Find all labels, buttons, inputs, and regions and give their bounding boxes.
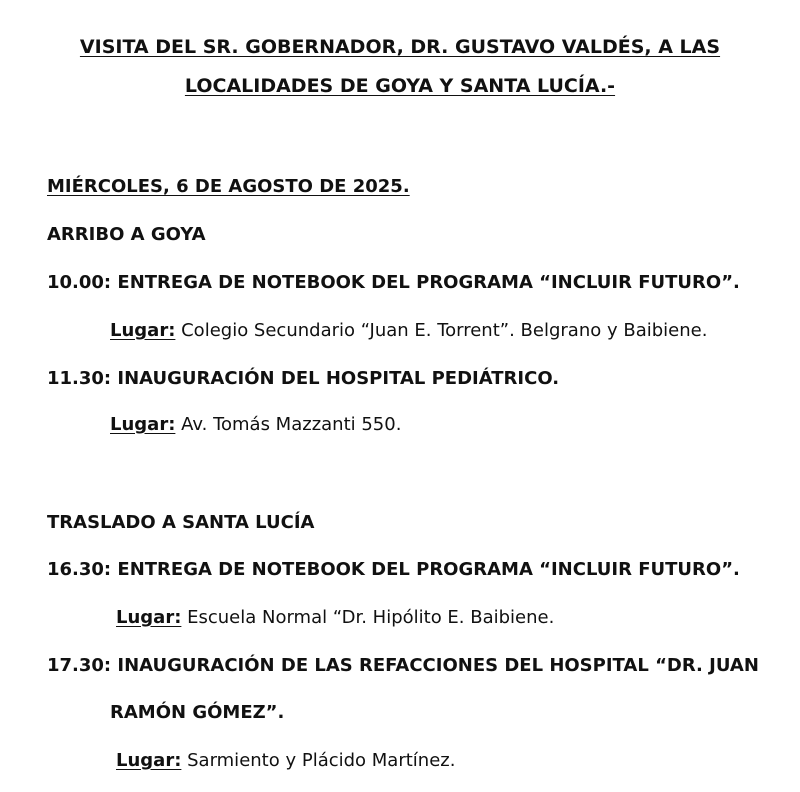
event-item: 11.30: INAUGURACIÓN DEL HOSPITAL PEDIÁTRICO. xyxy=(47,368,560,389)
event-item-continued: RAMÓN GÓMEZ”. xyxy=(110,702,285,723)
place-label: Lugar: xyxy=(116,607,182,628)
event-place xyxy=(116,607,554,628)
place-value: Escuela Normal “Dr. Hipólito E. Baibiene. xyxy=(181,607,555,628)
event-item: 10.00: ENTREGA DE NOTEBOOK DEL PROGRAMA “INCLUIR FUTURO”. xyxy=(47,272,740,293)
document-title-line-2: LOCALIDADES DE GOYA Y SANTA LUCÍA.- xyxy=(184,75,616,97)
event-item: 17.30: INAUGURACIÓN DE LAS REFACCIONES DEL HOSPITAL “DR. JUAN xyxy=(47,655,759,676)
place-label: Lugar: xyxy=(116,750,182,771)
document-title-line-1: VISITA DEL SR. GOBERNADOR, DR. GUSTAVO VALDÉS, A LAS xyxy=(79,36,721,58)
event-place xyxy=(116,750,455,771)
section-heading-goya: ARRIBO A GOYA xyxy=(47,224,206,245)
place-label: Lugar: xyxy=(110,414,176,435)
place-value: Av. Tomás Mazzanti 550. xyxy=(175,414,402,435)
section-heading-santa-lucia: TRASLADO A SANTA LUCÍA xyxy=(47,512,315,533)
agenda-date: MIÉRCOLES, 6 DE AGOSTO DE 2025. xyxy=(47,176,410,197)
place-value: Sarmiento y Plácido Martínez. xyxy=(181,750,456,771)
place-label: Lugar: xyxy=(110,320,176,341)
event-place xyxy=(110,414,401,435)
event-item: 16.30: ENTREGA DE NOTEBOOK DEL PROGRAMA “INCLUIR FUTURO”. xyxy=(47,559,740,580)
event-place xyxy=(110,320,707,341)
place-value: Colegio Secundario “Juan E. Torrent”. Belgrano y Baibiene. xyxy=(175,320,708,341)
